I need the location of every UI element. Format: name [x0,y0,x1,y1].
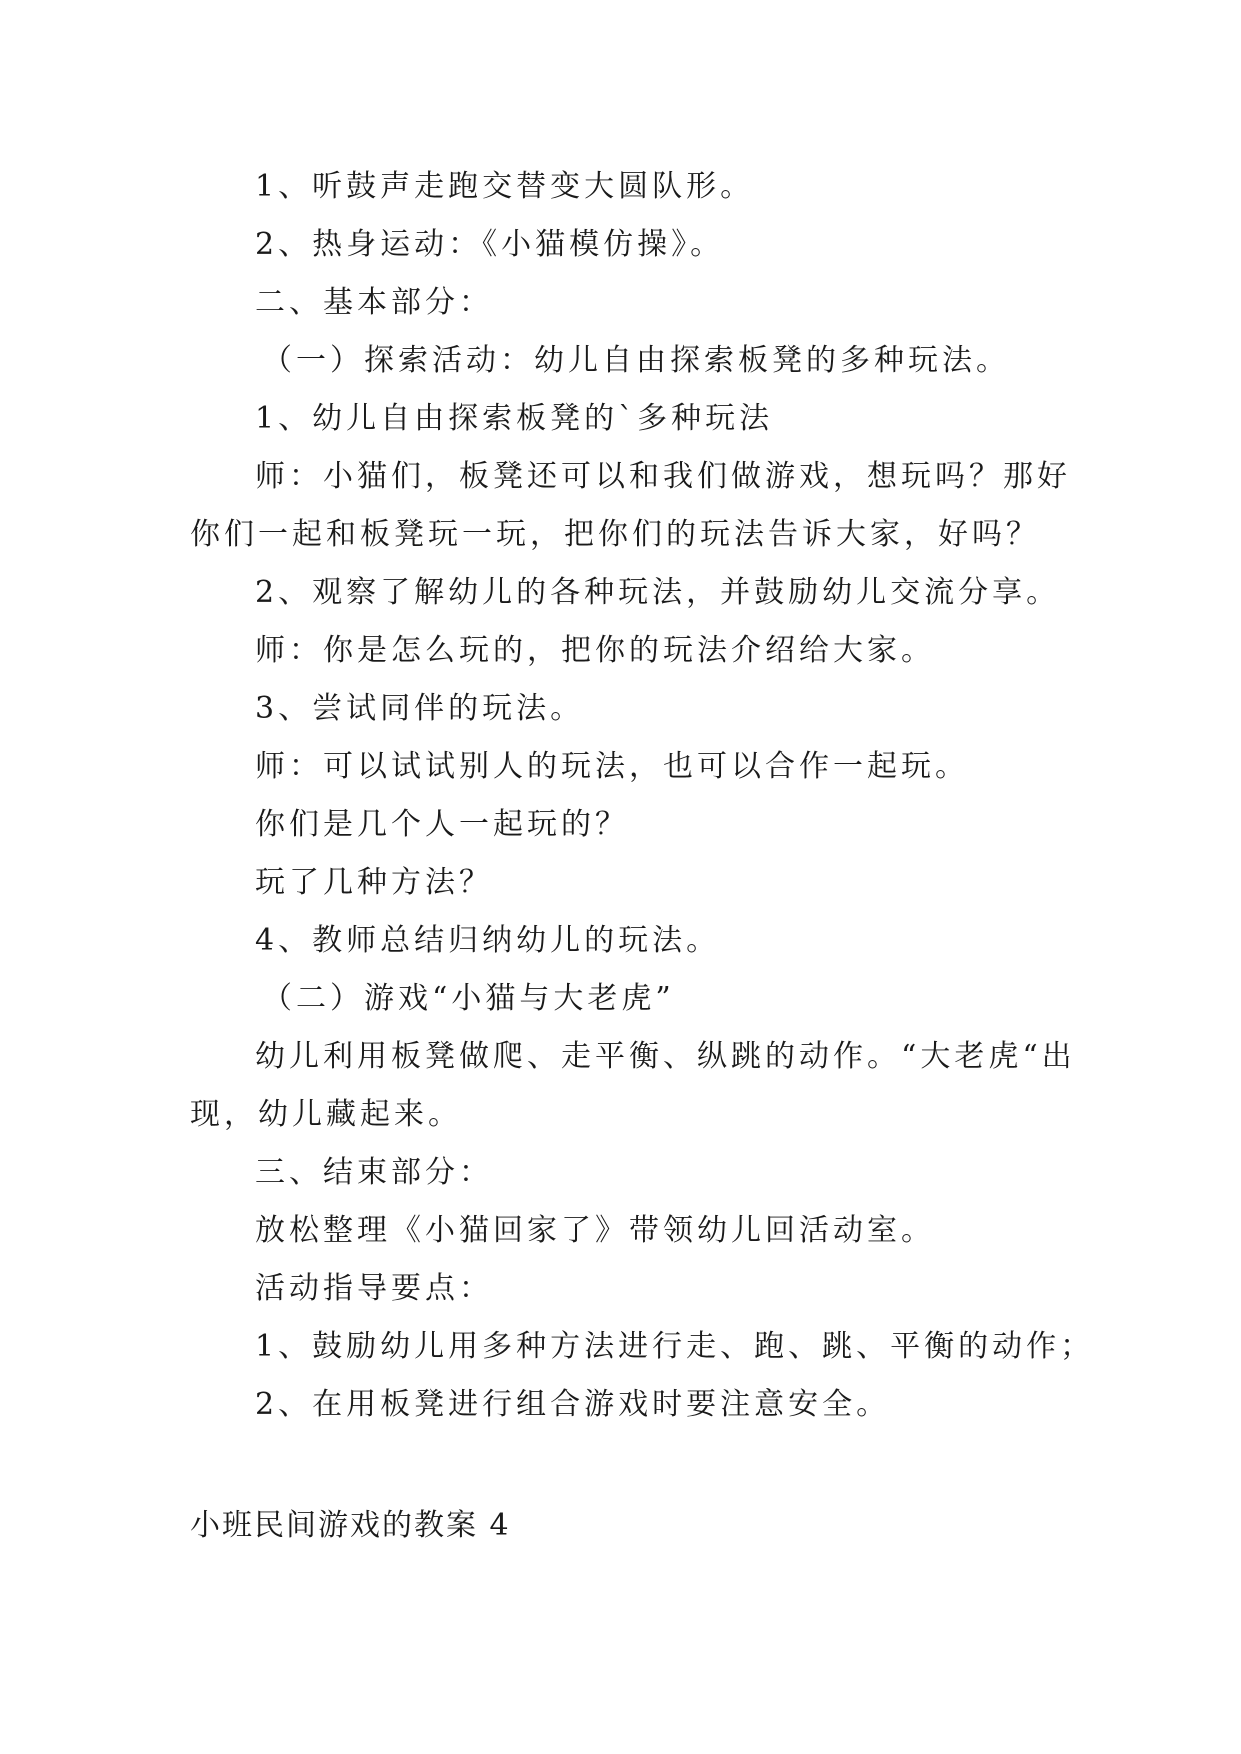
paragraph-line: 活动指导要点： [255,1271,493,1306]
paragraph-line: 1、幼儿自由探索板凳的`多种玩法 [255,401,774,436]
paragraph-line: 2、热身运动：《小猫模仿操》。 [255,227,725,262]
section-heading: 三、结束部分： [255,1155,493,1190]
paragraph-line: 1、鼓励幼儿用多种方法进行走、跑、跳、平衡的动作； [255,1329,1095,1364]
paragraph-line: 师：小猫们，板凳还可以和我们做游戏，想玩吗？那好 [255,459,1071,494]
paragraph-line: 2、观察了解幼儿的各种玩法，并鼓励幼儿交流分享。 [255,575,1061,610]
paragraph-line: 师：可以试试别人的玩法，也可以合作一起玩。 [255,749,969,784]
paragraph-line: 幼儿利用板凳做爬、走平衡、纵跳的动作。“大老虎“出 [255,1039,1076,1074]
paragraph-line: 2、在用板凳进行组合游戏时要注意安全。 [255,1387,891,1422]
paragraph-line: 你们是几个人一起玩的？ [255,807,629,842]
section-title: 小班民间游戏的教案 4 [190,1508,511,1543]
subsection-heading: （一）探索活动：幼儿自由探索板凳的多种玩法。 [262,343,1010,378]
subsection-heading: （二）游戏“小猫与大老虎” [262,981,675,1016]
paragraph-line: 1、听鼓声走跑交替变大圆队形。 [255,169,755,204]
paragraph-line: 现，幼儿藏起来。 [190,1097,462,1132]
section-heading: 二、基本部分： [255,285,493,320]
paragraph-line: 放松整理《小猫回家了》带领幼儿回活动室。 [255,1213,935,1248]
paragraph-line: 玩了几种方法？ [255,865,493,900]
paragraph-line: 师：你是怎么玩的，把你的玩法介绍给大家。 [255,633,935,668]
paragraph-line: 3、尝试同伴的玩法。 [255,691,585,726]
paragraph-line: 4、教师总结归纳幼儿的玩法。 [255,923,721,958]
paragraph-line: 你们一起和板凳玩一玩，把你们的玩法告诉大家，好吗？ [190,517,1040,552]
